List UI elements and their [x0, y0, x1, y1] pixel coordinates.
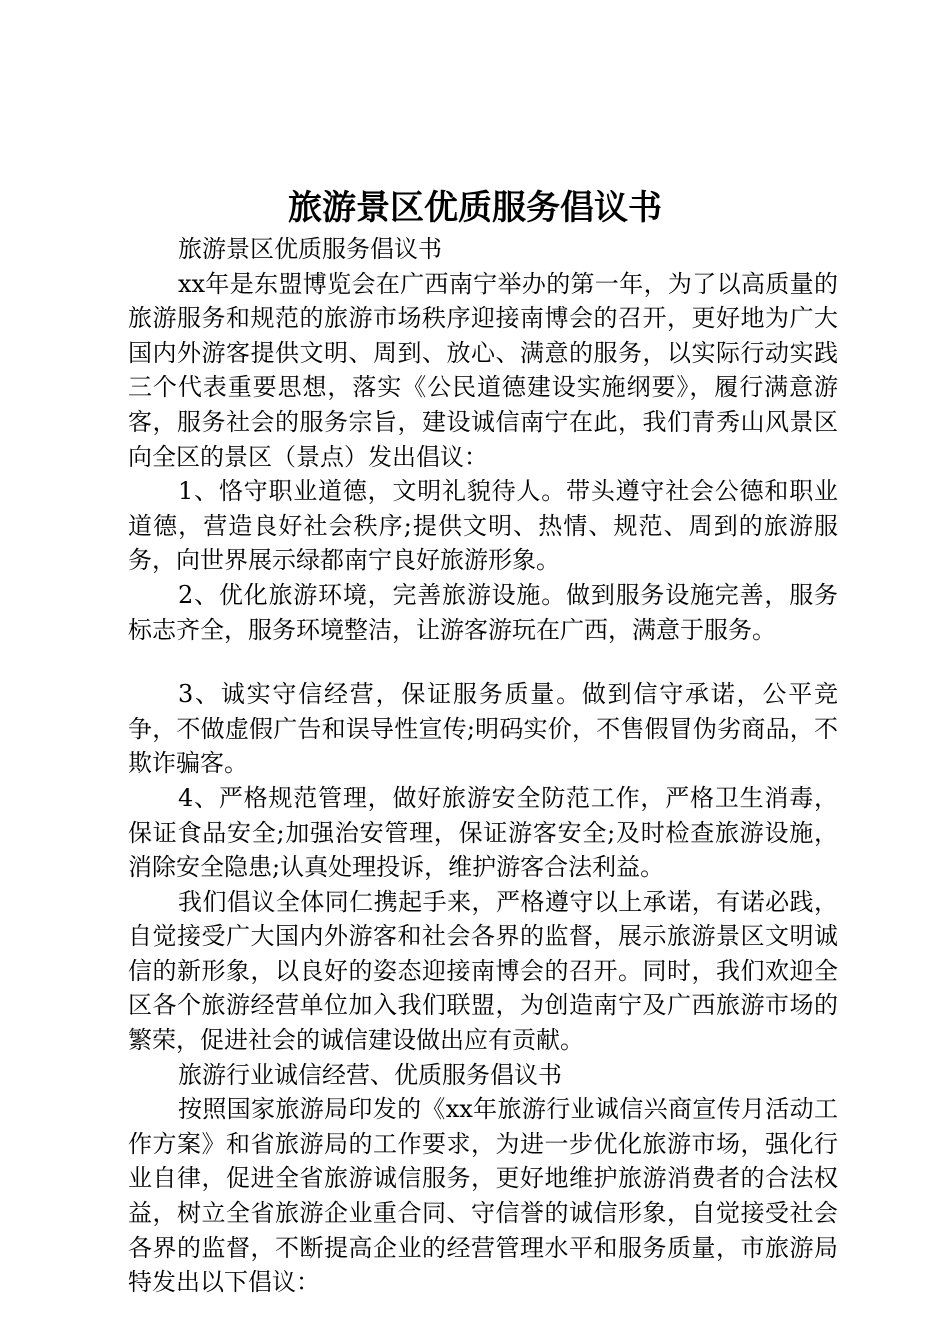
- second-heading-paragraph: 旅游行业诚信经营、优质服务倡议书: [178, 1060, 562, 1089]
- document-title: 旅游景区优质服务倡议书: [288, 188, 662, 228]
- item-1-paragraph: 1、恪守职业道德，文明礼貌待人。带头遵守社会公德和职业道德，营造良好社会秩序;提供文明、热情、规范、周到的旅游服务，向世界展示绿都南宁良好旅游形象。: [128, 477, 838, 575]
- second-intro-paragraph: 按照国家旅游局印发的《xx年旅游行业诚信兴商宣传月活动工作方案》和省旅游局的工作要求，为进一步优化旅游市场，强化行业自律，促进全省旅游诚信服务，更好地维护旅游消费者的合法权益，树立全省旅游企业重合同、守信誉的诚信形象，自觉接受社会各界的监督，不断提高企业的经营管理水平和服务质量，市旅游局特发出以下倡议：: [128, 1095, 838, 1297]
- subtitle-paragraph: 旅游景区优质服务倡议书: [178, 235, 442, 263]
- item-2-paragraph: 2、优化旅游环境，完善旅游设施。做到服务设施完善，服务标志齐全，服务环境整洁，让游客游玩在广西，满意于服务。: [128, 580, 838, 644]
- document-body: [128, 232, 838, 1300]
- intro-paragraph: xx年是东盟博览会在广西南宁举办的第一年，为了以高质量的旅游服务和规范的旅游市场秩序迎接南博会的召开，更好地为广大国内外游客提供文明、周到、放心、满意的服务，以实际行动实践三个代表重要思想，落实《公民道德建设实施纲要》，履行满意游客，服务社会的服务宗旨，建设诚信南宁在此，我们青秀山风景区向全区的景区（景点）发出倡议：: [128, 269, 838, 471]
- item-3-paragraph: 3、诚实守信经营，保证服务质量。做到信守承诺，公平竞争，不做虚假广告和误导性宣传;明码实价，不售假冒伪劣商品，不欺诈骗客。: [128, 680, 838, 778]
- closing-paragraph: 我们倡议全体同仁携起手来，严格遵守以上承诺，有诺必践，自觉接受广大国内外游客和社会各界的监督，展示旅游景区文明诚信的新形象，以良好的姿态迎接南博会的召开。同时，我们欢迎全区各个旅游经营单位加入我们联盟，为创造南宁及广西旅游市场的繁荣，促进社会的诚信建设做出应有贡献。: [128, 887, 838, 1055]
- item-4-paragraph: 4、严格规范管理，做好旅游安全防范工作，严格卫生消毒，保证食品安全;加强治安管理，保证游客安全;及时检查旅游设施，消除安全隐患;认真处理投诉，维护游客合法利益。: [128, 783, 838, 882]
